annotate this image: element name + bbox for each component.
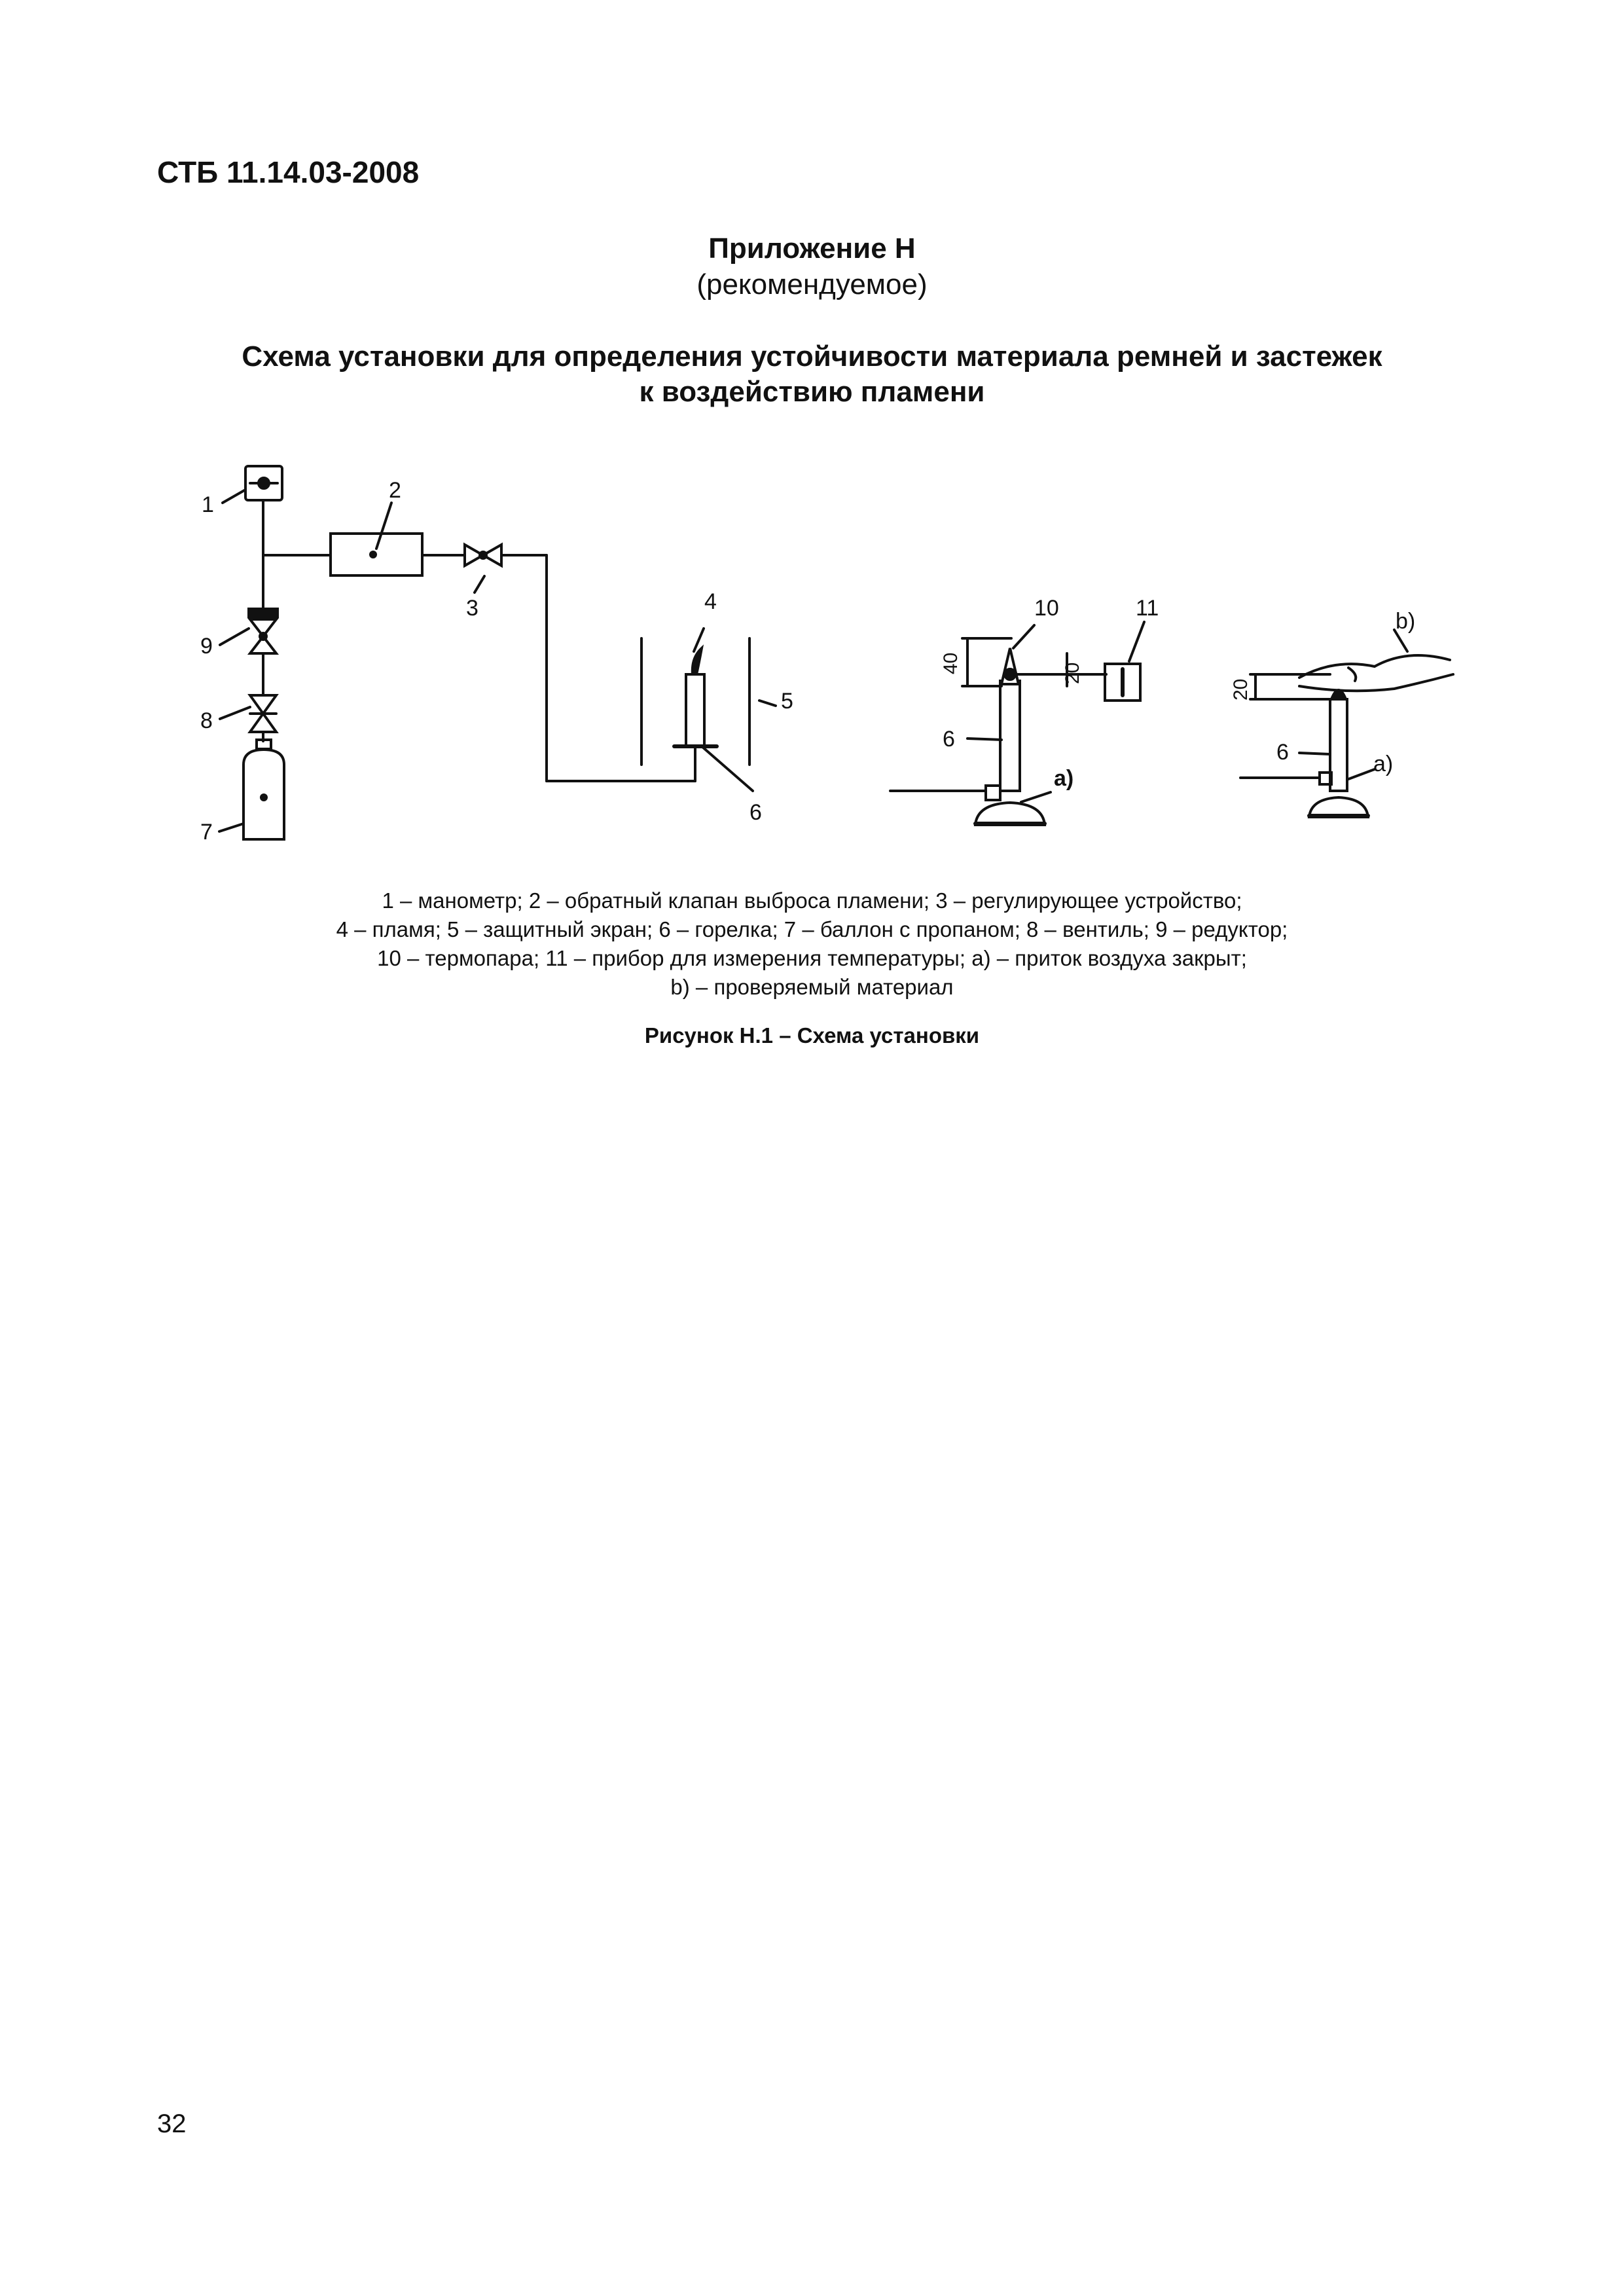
- figure-legend: [0, 886, 1624, 1002]
- figure-title-line-1: Схема установки для определения устойчивости материала ремней и застежек: [242, 340, 1382, 373]
- label-b: b): [1396, 609, 1416, 634]
- document-code: СТБ 11.14.03-2008: [157, 155, 420, 189]
- dimension-40: 40: [940, 652, 962, 674]
- label-6-right: 6: [1276, 740, 1289, 765]
- legend-line-3: 10 – термопара; 11 – прибор для измерения температуры; а) – приток воздуха закрыт;: [377, 946, 1247, 970]
- label-11: 11: [1136, 596, 1159, 621]
- label-1: 1: [202, 492, 214, 517]
- manometer-icon: [245, 466, 282, 500]
- label-6-middle: 6: [943, 727, 955, 752]
- label-9: 9: [200, 634, 213, 659]
- legend-line-4: b) – проверяемый материал: [670, 975, 954, 999]
- setup-diagram: [0, 0, 1624, 864]
- figure-title-line-2: к воздействию пламени: [639, 376, 985, 408]
- label-6-left: 6: [749, 800, 762, 825]
- page-number: 32: [157, 2109, 187, 2138]
- figure-caption: Рисунок Н.1 – Схема установки: [644, 1023, 980, 1048]
- label-5: 5: [781, 689, 793, 714]
- reducer-icon: [249, 609, 278, 653]
- legend-line-1: 1 – манометр; 2 – обратный клапан выброса пламени; 3 – регулирующее устройство;: [382, 888, 1242, 913]
- burner-with-thermocouple: [890, 648, 1140, 825]
- valve-icon: [250, 695, 276, 732]
- label-10: 10: [1034, 596, 1059, 621]
- legend-line-2: 4 – пламя; 5 – защитный экран; 6 – горелка; 7 – баллон с пропаном; 8 – вентиль; 9 – редуктор;: [336, 917, 1288, 941]
- dimension-20-middle: 20: [1062, 662, 1083, 684]
- dimension-20-right: 20: [1230, 678, 1252, 701]
- propane-cylinder-icon: [244, 740, 284, 839]
- burner-icon: [674, 674, 717, 746]
- label-2: 2: [389, 478, 401, 503]
- appendix-status: (рекомендуемое): [696, 268, 928, 301]
- label-8: 8: [200, 708, 213, 733]
- label-7: 7: [200, 820, 213, 845]
- label-4: 4: [704, 589, 717, 614]
- appendix-title: Приложение Н: [708, 232, 916, 264]
- label-a-right: a): [1373, 752, 1394, 776]
- label-a-middle: a): [1054, 766, 1074, 791]
- regulating-valve-icon: [465, 545, 501, 566]
- label-3: 3: [466, 596, 478, 621]
